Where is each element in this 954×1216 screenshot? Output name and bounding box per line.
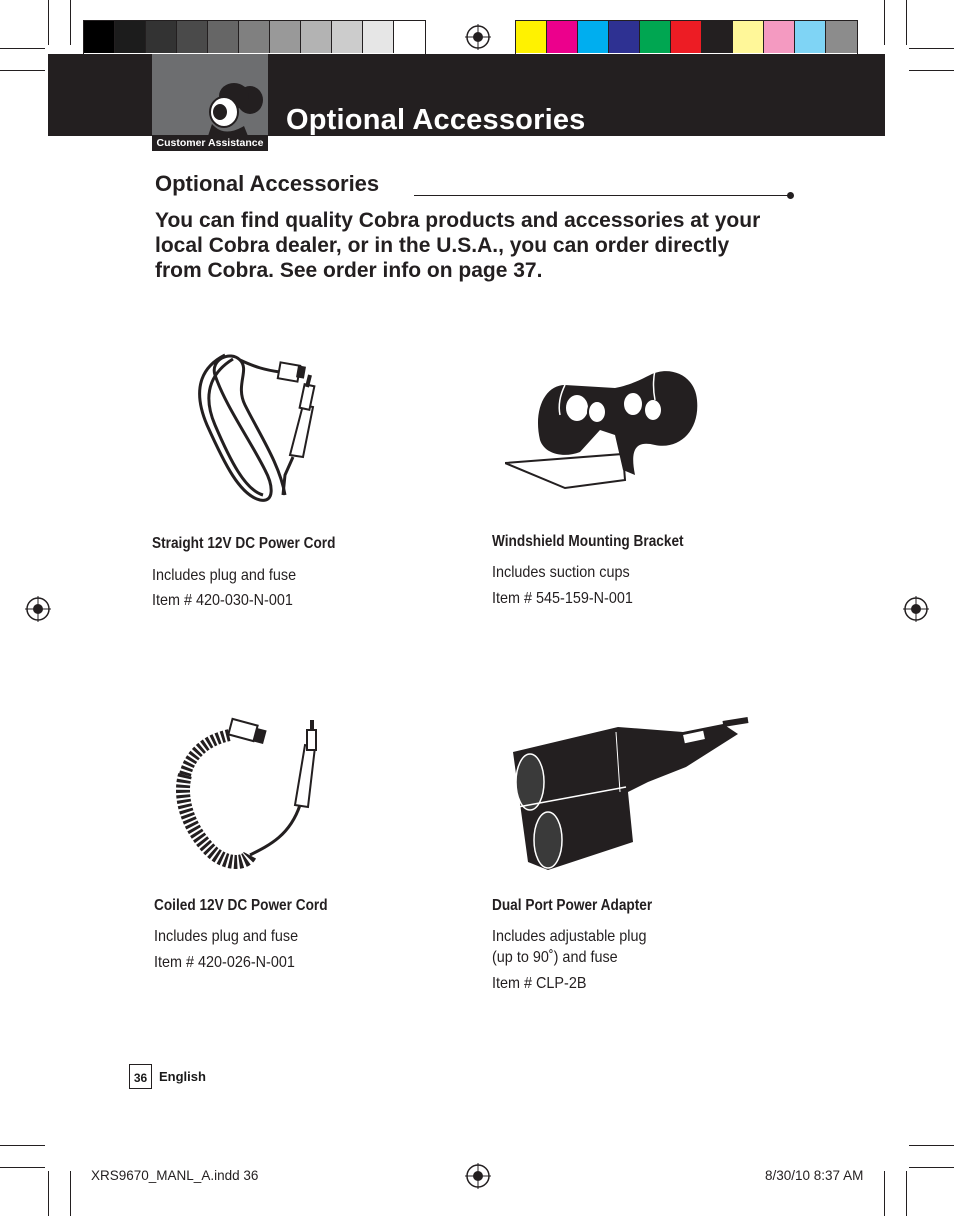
color-swatch [239,21,270,53]
product-name: Straight 12V DC Power Cord [152,535,336,552]
color-swatch [578,21,609,53]
registration-target-icon [465,24,491,50]
section-title: Optional Accessories [155,171,380,196]
page-title: Optional Accessories [286,104,586,136]
process-color-bar [515,20,858,56]
color-swatch [702,21,733,53]
intro-paragraph: You can find quality Cobra products and accessories at your local Cobra dealer, or in the U.S.A., you can order directly from Cobra. See order info on page 37. [155,209,761,282]
straight-power-cord-image [185,345,335,510]
product-item-number: Item # CLP-2B [492,975,587,992]
page-language: English [159,1069,206,1084]
product-name: Dual Port Power Adapter [492,897,653,914]
page-number: 36 [129,1064,152,1089]
product-detail: Includes plug and fuse [152,567,297,584]
product-item-number: Item # 420-026-N-001 [154,954,295,971]
color-swatch [270,21,301,53]
slug-file-name: XRS9670_MANL_A.indd 36 [91,1168,259,1183]
coiled-power-cord-image [170,715,330,875]
product-detail: (up to 90˚) and fuse [492,949,618,966]
windshield-bracket-image [505,360,705,490]
color-swatch [115,21,146,53]
color-swatch [547,21,578,53]
title-rule-end-dot [787,192,794,199]
color-swatch [332,21,363,53]
color-swatch [826,21,857,53]
product-detail: Includes suction cups [492,564,630,581]
product-name: Coiled 12V DC Power Cord [154,897,328,914]
color-swatch [84,21,115,53]
registration-target-icon [903,596,929,622]
title-rule [414,195,788,196]
color-swatch [671,21,702,53]
color-swatch [177,21,208,53]
color-swatch [394,21,425,53]
registration-target-icon [465,1163,491,1189]
color-swatch [609,21,640,53]
color-swatch [208,21,239,53]
customer-assistance-mascot-icon [152,54,268,136]
color-swatch [733,21,764,53]
color-swatch [795,21,826,53]
color-swatch [640,21,671,53]
product-detail: Includes adjustable plug [492,928,647,945]
color-swatch [146,21,177,53]
color-swatch [363,21,394,53]
product-item-number: Item # 420-030-N-001 [152,592,293,609]
registration-target-icon [25,596,51,622]
grayscale-color-bar [83,20,426,56]
product-name: Windshield Mounting Bracket [492,533,684,550]
slug-date: 8/30/10 8:37 AM [765,1168,864,1183]
color-swatch [516,21,547,53]
product-item-number: Item # 545-159-N-001 [492,590,633,607]
color-swatch [301,21,332,53]
product-detail: Includes plug and fuse [154,928,299,945]
section-label: Customer Assistance [152,135,268,151]
dual-port-adapter-image [508,712,753,872]
color-swatch [764,21,795,53]
